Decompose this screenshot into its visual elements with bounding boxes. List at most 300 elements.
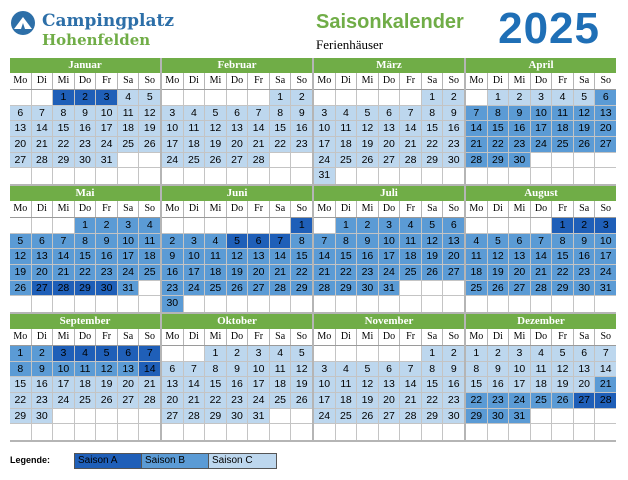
day-cell: 26 bbox=[574, 137, 596, 152]
empty-cell bbox=[400, 346, 422, 361]
weekday-label: Fr bbox=[552, 73, 574, 89]
day-cell: 17 bbox=[595, 249, 616, 264]
day-cell: 27 bbox=[32, 281, 54, 296]
day-cell: 26 bbox=[552, 393, 574, 408]
empty-cell bbox=[314, 346, 336, 361]
week-row bbox=[314, 106, 464, 122]
weekday-label: So bbox=[296, 75, 308, 86]
day-cell: 28 bbox=[314, 281, 336, 296]
day-cell: 2 bbox=[162, 234, 184, 249]
weekday-header-row bbox=[314, 73, 464, 90]
day-cell: 23 bbox=[357, 265, 379, 280]
empty-cell bbox=[118, 296, 140, 312]
day-cell: 3 bbox=[379, 218, 401, 233]
week-row bbox=[314, 362, 464, 378]
week-row bbox=[314, 346, 464, 362]
day-cell: 1 bbox=[552, 218, 574, 233]
weekday-label: Sa bbox=[422, 329, 444, 345]
month-title: Januar bbox=[10, 58, 160, 73]
month-januar bbox=[10, 58, 160, 184]
empty-cell bbox=[162, 218, 184, 233]
empty-cell bbox=[10, 424, 32, 440]
day-cell: 14 bbox=[531, 249, 553, 264]
day-cell: 6 bbox=[595, 90, 616, 105]
weekday-label: Di bbox=[488, 201, 510, 217]
day-cell: 5 bbox=[552, 346, 574, 361]
day-cell: 23 bbox=[574, 265, 596, 280]
day-cell: 2 bbox=[509, 90, 531, 105]
empty-cell bbox=[227, 424, 249, 440]
day-cell: 30 bbox=[32, 409, 54, 424]
day-cell: 24 bbox=[595, 265, 616, 280]
day-cell: 25 bbox=[205, 281, 227, 296]
weekday-header-row bbox=[10, 201, 160, 218]
day-cell: 24 bbox=[118, 265, 140, 280]
day-cell: 29 bbox=[488, 153, 510, 168]
month-title: Februar bbox=[162, 58, 312, 73]
day-cell: 21 bbox=[400, 137, 422, 152]
week-row bbox=[466, 137, 616, 153]
day-cell: 10 bbox=[531, 106, 553, 121]
day-cell: 6 bbox=[379, 106, 401, 121]
day-cell: 13 bbox=[574, 362, 596, 377]
weekday-label: Mo bbox=[314, 201, 336, 217]
empty-cell bbox=[314, 218, 336, 233]
empty-cell bbox=[443, 424, 464, 440]
day-cell: 7 bbox=[270, 234, 292, 249]
week-row bbox=[162, 281, 312, 297]
day-cell: 19 bbox=[139, 121, 160, 136]
day-cell: 31 bbox=[118, 281, 140, 296]
empty-cell bbox=[314, 424, 336, 440]
weekday-label: Do bbox=[75, 329, 97, 345]
week-row bbox=[162, 90, 312, 106]
day-cell: 11 bbox=[184, 121, 206, 136]
month-days bbox=[314, 90, 464, 184]
month-days bbox=[162, 90, 312, 184]
day-cell: 22 bbox=[422, 393, 444, 408]
empty-cell bbox=[422, 281, 444, 296]
weekday-label: Mo bbox=[466, 201, 488, 217]
day-cell: 23 bbox=[509, 137, 531, 152]
weekday-label: Do bbox=[227, 73, 249, 89]
day-cell: 30 bbox=[488, 409, 510, 424]
legend-season-c: Saison C bbox=[208, 453, 277, 469]
empty-cell bbox=[531, 168, 553, 184]
weekday-label: Fr bbox=[552, 329, 574, 345]
empty-cell bbox=[75, 296, 97, 312]
day-cell: 27 bbox=[443, 265, 464, 280]
empty-cell bbox=[270, 296, 292, 312]
week-row bbox=[10, 296, 160, 312]
week-row bbox=[10, 234, 160, 250]
week-row bbox=[10, 362, 160, 378]
empty-cell bbox=[139, 168, 160, 184]
weekday-label: Di bbox=[32, 329, 54, 345]
day-cell: 12 bbox=[422, 234, 444, 249]
day-cell: 31 bbox=[314, 168, 336, 184]
empty-cell bbox=[270, 424, 292, 440]
weekday-header-row bbox=[162, 201, 312, 218]
empty-cell bbox=[10, 218, 32, 233]
empty-cell bbox=[400, 296, 422, 312]
day-cell: 10 bbox=[314, 377, 336, 392]
empty-cell bbox=[184, 90, 206, 105]
weekday-label: So bbox=[448, 331, 460, 342]
day-cell: 26 bbox=[205, 153, 227, 168]
empty-cell bbox=[357, 90, 379, 105]
day-cell: 6 bbox=[10, 106, 32, 121]
day-cell: 14 bbox=[466, 121, 488, 136]
day-cell: 13 bbox=[10, 121, 32, 136]
weekday-label: Sa bbox=[574, 73, 596, 89]
day-cell: 22 bbox=[552, 265, 574, 280]
weekday-label: Sa bbox=[118, 73, 140, 89]
day-cell: 5 bbox=[422, 218, 444, 233]
week-row bbox=[162, 106, 312, 122]
day-cell: 13 bbox=[248, 249, 270, 264]
day-cell: 9 bbox=[574, 234, 596, 249]
day-cell: 16 bbox=[443, 377, 464, 392]
day-cell: 20 bbox=[509, 265, 531, 280]
empty-cell bbox=[595, 168, 616, 184]
day-cell: 12 bbox=[357, 377, 379, 392]
week-row bbox=[314, 121, 464, 137]
day-cell: 26 bbox=[357, 409, 379, 424]
day-cell: 19 bbox=[574, 121, 596, 136]
day-cell: 26 bbox=[422, 265, 444, 280]
empty-cell bbox=[531, 409, 553, 424]
empty-cell bbox=[162, 168, 184, 184]
day-cell: 11 bbox=[75, 362, 97, 377]
week-row bbox=[466, 362, 616, 378]
weekday-label: Fr bbox=[400, 329, 422, 345]
empty-cell bbox=[118, 153, 140, 168]
day-cell: 31 bbox=[96, 153, 118, 168]
day-cell: 24 bbox=[53, 393, 75, 408]
weekday-label: Sa bbox=[422, 201, 444, 217]
day-cell: 5 bbox=[139, 90, 160, 105]
brand-name-line2: Hohenfelden bbox=[42, 31, 151, 49]
day-cell: 3 bbox=[162, 106, 184, 121]
day-cell: 27 bbox=[118, 393, 140, 408]
day-cell: 17 bbox=[162, 137, 184, 152]
day-cell: 5 bbox=[227, 234, 249, 249]
week-row bbox=[10, 106, 160, 122]
day-cell: 24 bbox=[314, 153, 336, 168]
day-cell: 20 bbox=[443, 249, 464, 264]
empty-cell bbox=[162, 90, 184, 105]
day-cell: 3 bbox=[314, 362, 336, 377]
day-cell: 12 bbox=[96, 362, 118, 377]
day-cell: 9 bbox=[291, 106, 312, 121]
day-cell: 28 bbox=[400, 409, 422, 424]
day-cell: 20 bbox=[379, 393, 401, 408]
weekday-label: Do bbox=[75, 201, 97, 217]
day-cell: 20 bbox=[118, 377, 140, 392]
day-cell: 18 bbox=[184, 137, 206, 152]
empty-cell bbox=[291, 424, 312, 440]
day-cell: 10 bbox=[379, 234, 401, 249]
day-cell: 2 bbox=[443, 346, 464, 361]
week-row bbox=[10, 137, 160, 153]
week-row bbox=[314, 249, 464, 265]
brand-name-line1: Campingplatz bbox=[42, 11, 174, 31]
day-cell: 17 bbox=[314, 137, 336, 152]
day-cell: 27 bbox=[509, 281, 531, 296]
day-cell: 3 bbox=[118, 218, 140, 233]
day-cell: 25 bbox=[531, 393, 553, 408]
day-cell: 25 bbox=[184, 153, 206, 168]
day-cell: 7 bbox=[32, 106, 54, 121]
empty-cell bbox=[595, 409, 616, 424]
day-cell: 20 bbox=[32, 265, 54, 280]
weekday-label: Di bbox=[336, 201, 358, 217]
day-cell: 7 bbox=[400, 106, 422, 121]
day-cell: 1 bbox=[488, 90, 510, 105]
day-cell: 16 bbox=[443, 121, 464, 136]
day-cell: 15 bbox=[53, 121, 75, 136]
empty-cell bbox=[443, 296, 464, 312]
day-cell: 11 bbox=[118, 106, 140, 121]
day-cell: 2 bbox=[96, 218, 118, 233]
day-cell: 6 bbox=[162, 362, 184, 377]
empty-cell bbox=[531, 153, 553, 168]
day-cell: 12 bbox=[488, 249, 510, 264]
weekday-label: Sa bbox=[574, 329, 596, 345]
weekday-header-row bbox=[466, 73, 616, 90]
empty-cell bbox=[270, 153, 292, 168]
week-row bbox=[466, 153, 616, 169]
day-cell: 7 bbox=[531, 234, 553, 249]
day-cell: 29 bbox=[75, 281, 97, 296]
day-cell: 18 bbox=[336, 137, 358, 152]
day-cell: 4 bbox=[139, 218, 160, 233]
day-cell: 23 bbox=[32, 393, 54, 408]
day-cell: 26 bbox=[96, 393, 118, 408]
logo bbox=[6, 6, 196, 52]
weekday-label: Mi bbox=[53, 329, 75, 345]
empty-cell bbox=[466, 424, 488, 440]
day-cell: 6 bbox=[32, 234, 54, 249]
day-cell: 11 bbox=[270, 362, 292, 377]
empty-cell bbox=[32, 296, 54, 312]
day-cell: 5 bbox=[10, 234, 32, 249]
day-cell: 14 bbox=[32, 121, 54, 136]
day-cell: 8 bbox=[53, 106, 75, 121]
empty-cell bbox=[574, 153, 596, 168]
week-row bbox=[162, 218, 312, 234]
year-label: 2025 bbox=[498, 4, 600, 53]
day-cell: 7 bbox=[139, 346, 160, 361]
empty-cell bbox=[574, 409, 596, 424]
month-title: November bbox=[314, 314, 464, 329]
day-cell: 15 bbox=[336, 249, 358, 264]
day-cell: 13 bbox=[595, 106, 616, 121]
empty-cell bbox=[184, 296, 206, 312]
day-cell: 5 bbox=[357, 106, 379, 121]
week-row bbox=[10, 346, 160, 362]
day-cell: 14 bbox=[139, 362, 160, 377]
day-cell: 23 bbox=[162, 281, 184, 296]
day-cell: 14 bbox=[400, 121, 422, 136]
week-row bbox=[314, 409, 464, 425]
month-oktober bbox=[162, 314, 312, 440]
day-cell: 9 bbox=[96, 234, 118, 249]
weekday-header-row bbox=[314, 329, 464, 346]
day-cell: 28 bbox=[53, 281, 75, 296]
day-cell: 6 bbox=[248, 234, 270, 249]
empty-cell bbox=[227, 168, 249, 184]
day-cell: 18 bbox=[466, 265, 488, 280]
month-mai bbox=[10, 186, 160, 312]
empty-cell bbox=[531, 424, 553, 440]
day-cell: 9 bbox=[162, 249, 184, 264]
weekday-label: Mo bbox=[162, 73, 184, 89]
empty-cell bbox=[379, 424, 401, 440]
day-cell: 23 bbox=[488, 393, 510, 408]
day-cell: 31 bbox=[509, 409, 531, 424]
empty-cell bbox=[400, 90, 422, 105]
day-cell: 12 bbox=[357, 121, 379, 136]
day-cell: 20 bbox=[162, 393, 184, 408]
day-cell: 20 bbox=[595, 121, 616, 136]
week-row bbox=[162, 121, 312, 137]
day-cell: 22 bbox=[205, 393, 227, 408]
day-cell: 12 bbox=[227, 249, 249, 264]
month-days bbox=[466, 90, 616, 184]
day-cell: 11 bbox=[400, 234, 422, 249]
day-cell: 16 bbox=[574, 249, 596, 264]
day-cell: 23 bbox=[443, 137, 464, 152]
day-cell: 24 bbox=[184, 281, 206, 296]
empty-cell bbox=[509, 424, 531, 440]
day-cell: 8 bbox=[552, 234, 574, 249]
day-cell: 1 bbox=[422, 346, 444, 361]
day-cell: 10 bbox=[53, 362, 75, 377]
day-cell: 21 bbox=[531, 265, 553, 280]
day-cell: 2 bbox=[291, 90, 312, 105]
day-cell: 5 bbox=[574, 90, 596, 105]
weekday-label: Mi bbox=[509, 73, 531, 89]
day-cell: 1 bbox=[53, 90, 75, 105]
day-cell: 13 bbox=[227, 121, 249, 136]
day-cell: 9 bbox=[227, 362, 249, 377]
empty-cell bbox=[422, 296, 444, 312]
week-row bbox=[10, 281, 160, 297]
day-cell: 27 bbox=[595, 137, 616, 152]
day-cell: 1 bbox=[291, 218, 312, 233]
day-cell: 6 bbox=[574, 346, 596, 361]
week-row bbox=[314, 296, 464, 312]
day-cell: 8 bbox=[336, 234, 358, 249]
weekday-label: Fr bbox=[96, 201, 118, 217]
empty-cell bbox=[552, 168, 574, 184]
day-cell: 1 bbox=[205, 346, 227, 361]
empty-cell bbox=[32, 90, 54, 105]
week-row bbox=[10, 90, 160, 106]
weekday-label: Mi bbox=[205, 73, 227, 89]
day-cell: 14 bbox=[595, 362, 616, 377]
day-cell: 21 bbox=[466, 137, 488, 152]
day-cell: 21 bbox=[314, 265, 336, 280]
day-cell: 8 bbox=[422, 362, 444, 377]
week-row bbox=[10, 218, 160, 234]
empty-cell bbox=[357, 168, 379, 184]
empty-cell bbox=[205, 424, 227, 440]
weekday-label: Mi bbox=[53, 73, 75, 89]
empty-cell bbox=[184, 168, 206, 184]
empty-cell bbox=[488, 296, 510, 312]
day-cell: 29 bbox=[552, 281, 574, 296]
weekday-label: So bbox=[296, 331, 308, 342]
day-cell: 28 bbox=[139, 393, 160, 408]
month-juni bbox=[162, 186, 312, 312]
empty-cell bbox=[422, 168, 444, 184]
day-cell: 31 bbox=[248, 409, 270, 424]
weekday-label: Do bbox=[227, 201, 249, 217]
empty-cell bbox=[574, 424, 596, 440]
day-cell: 4 bbox=[552, 90, 574, 105]
day-cell: 30 bbox=[443, 409, 464, 424]
day-cell: 21 bbox=[139, 377, 160, 392]
day-cell: 8 bbox=[466, 362, 488, 377]
day-cell: 16 bbox=[96, 249, 118, 264]
day-cell: 27 bbox=[10, 153, 32, 168]
empty-cell bbox=[291, 296, 312, 312]
weekday-label: So bbox=[296, 203, 308, 214]
weekday-label: So bbox=[600, 203, 612, 214]
weekday-label: Mo bbox=[314, 73, 336, 89]
weekday-label: Sa bbox=[270, 329, 292, 345]
header bbox=[0, 0, 628, 56]
day-cell: 28 bbox=[270, 281, 292, 296]
week-row bbox=[10, 409, 160, 425]
day-cell: 28 bbox=[531, 281, 553, 296]
empty-cell bbox=[552, 424, 574, 440]
day-cell: 1 bbox=[75, 218, 97, 233]
month-title: September bbox=[10, 314, 160, 329]
day-cell: 14 bbox=[248, 121, 270, 136]
day-cell: 29 bbox=[422, 409, 444, 424]
week-row bbox=[466, 249, 616, 265]
day-cell: 10 bbox=[595, 234, 616, 249]
week-row bbox=[162, 168, 312, 184]
weekday-header-row bbox=[314, 201, 464, 218]
day-cell: 19 bbox=[205, 137, 227, 152]
empty-cell bbox=[552, 296, 574, 312]
empty-cell bbox=[162, 424, 184, 440]
day-cell: 18 bbox=[205, 265, 227, 280]
day-cell: 23 bbox=[96, 265, 118, 280]
weekday-label: Fr bbox=[248, 329, 270, 345]
day-cell: 31 bbox=[379, 281, 401, 296]
day-cell: 3 bbox=[96, 90, 118, 105]
day-cell: 10 bbox=[248, 362, 270, 377]
week-row bbox=[466, 424, 616, 440]
day-cell: 18 bbox=[336, 393, 358, 408]
weekday-label: Mo bbox=[10, 201, 32, 217]
weekday-label: Do bbox=[531, 201, 553, 217]
day-cell: 25 bbox=[552, 137, 574, 152]
day-cell: 10 bbox=[184, 249, 206, 264]
empty-cell bbox=[400, 168, 422, 184]
month-days bbox=[10, 346, 160, 440]
weekday-label: Do bbox=[379, 201, 401, 217]
day-cell: 17 bbox=[96, 121, 118, 136]
day-cell: 26 bbox=[139, 137, 160, 152]
empty-cell bbox=[357, 424, 379, 440]
